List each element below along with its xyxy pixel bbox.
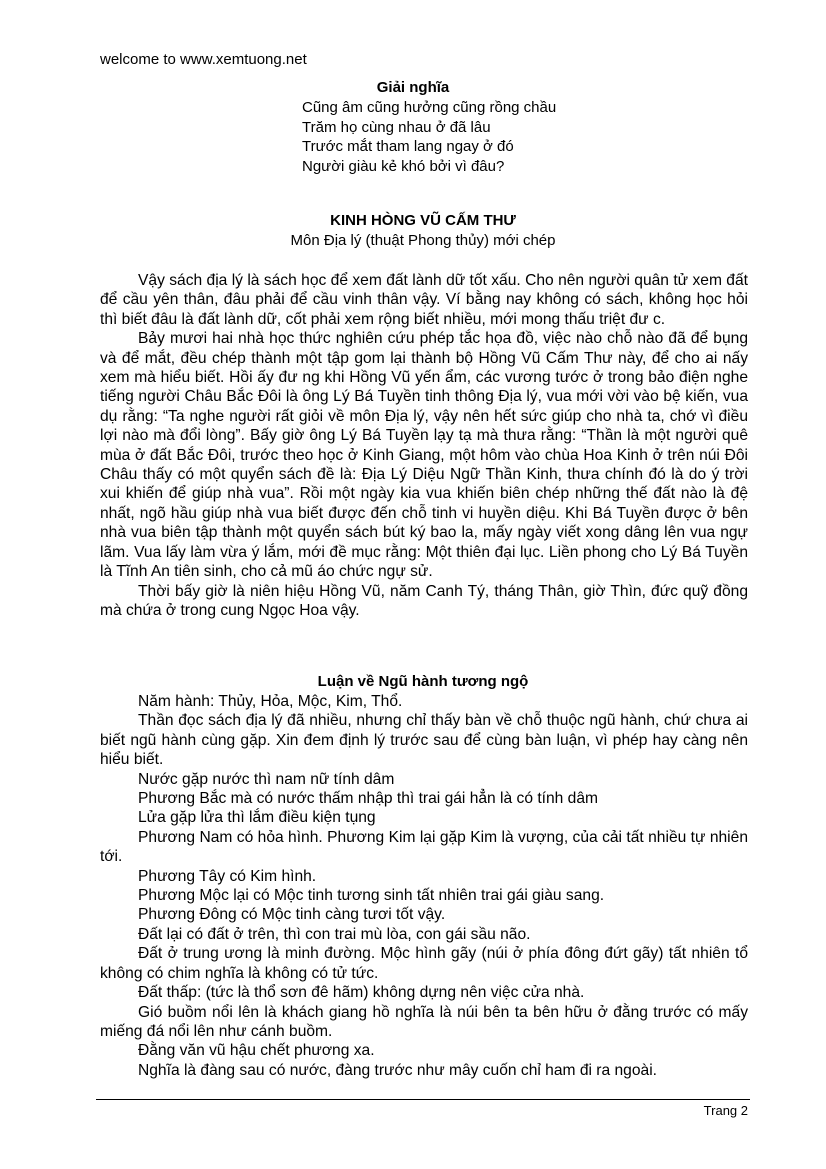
paragraph: Phương Tây có Kim hình.: [138, 867, 317, 885]
site-welcome-text: welcome to www.xemtuong.net: [100, 51, 307, 68]
footer-divider: [96, 1099, 750, 1100]
paragraph: Đất lại có đất ở trên, thì con trai mù lòa, con gái sầu não.: [138, 925, 531, 943]
paragraph: Phương Đông có Mộc tinh càng tươi tốt vậy.: [138, 906, 446, 924]
paragraph: Nghĩa là đàng sau có nước, đàng trước như mây cuốn chỉ ham đi ra ngoài.: [138, 1061, 657, 1079]
poem-verse: [302, 98, 556, 176]
paragraph: Phương Bắc mà có nước thấm nhập thì trai gái hẳn là có tính dâm: [138, 790, 599, 808]
section2-body: [100, 692, 748, 1080]
poem-line: Người giàu kẻ khó bởi vì đâu?: [302, 157, 505, 175]
section-title-kinh-hong-vu: KINH HÒNG VŨ CẤM THƯ: [330, 212, 516, 229]
paragraph: Đất thấp: (tức là thổ sơn đê hãm) không dựng nên việc cửa nhà.: [138, 984, 585, 1002]
paragraph: Lửa gặp lửa thì lắm điều kiện tụng: [138, 809, 376, 827]
poem-line: Cũng âm cũng hưởng cũng rồng chầu: [302, 99, 557, 116]
page-number: Trang 2: [703, 1103, 748, 1118]
paragraph: Thời bấy giờ là niên hiệu Hồng Vũ, năm Canh Tý, tháng Thân, giờ Thìn, đức quỹ đồng mà chứa ở trong cung Ngọc Hoa vậy.: [100, 582, 748, 619]
poem-line: Trăm họ cùng nhau ở đã lâu: [302, 118, 491, 136]
paragraph: Thần đọc sách địa lý đã nhiều, nhưng chỉ thấy bàn về chỗ thuộc ngũ hành, chứ chưa ai biết ngũ hành cùng gặp. Xin đem định lý trước sau để cùng bàn luận, vì phép hay càng nên hiểu biết.: [100, 712, 748, 769]
paragraph: Bảy mươi hai nhà học thức nghiên cứu phép tắc họa đồ, việc nào chỗ nào đã để bụng và để mắt, đều chép thành một tập gom lại thành bộ Hồng Vũ Cấm Thư này, để cho ai nấy xem mà hiểu biết. Hồi ấy đư ng khi Hồng Vũ yến ẩm, các vương tước ở trong bảo điện nghe tiếng người Châu Bắc Đôi là ông Lý Bá Tuyền tinh thông Địa lý, vua mới vời vào bệ kiến, vua dụ rằng: “Ta nghe người rất giỏi về môn Địa lý, vậy nên hết sức giúp cho nhà ta, chớ vì điều lợi nào mà đổi lòng”. Bấy giờ ông Lý Bá Tuyền lạy tạ mà thưa rằng: “Thần là một người quê mùa ở đất Bắc Đôi, trước theo học ở Kinh Giang, một hôm vào chùa Hoa Kinh ở trên núi Đôi Châu thấy có một quyển sách đề là: Địa Lý Diệu Ngữ Thần Kinh, thưa chính đó là do ý trời xui khiến để giúp nhà vua”. Rồi một ngày kia vua khiến biên chép những thế đất nào là đệ nhất, ngõ hầu giúp nhà vua biết được đến chỗ tinh vi huyền diệu. Khi Bá Tuyền được ở bên nhà vua biên tập thành một quyển sách bút ký bao la, mấy ngày viết xong dâng lên vua ngự lãm. Vua lấy làm vừa ý lắm, mới đề mục rằng: Một thiên đại lục. Liền phong cho Lý Bá Tuyền là Tĩnh An tiên sinh, cho cả mũ áo chức ngự sử.: [100, 330, 748, 581]
paragraph: Vậy sách địa lý là sách học để xem đất lành dữ tốt xấu. Cho nên người quân tử xem đất để cầu yên thân, đâu phải để cầu vinh thân vậy. Ví bằng nay không có sách, không học hỏi thì biết đâu là đất lành dữ, cốt phải xem rộng biết nhiều, mới mong thấu triệt đư c.: [100, 272, 748, 328]
section-title-ngu-hanh: Luận về Ngũ hành tương ngộ: [317, 673, 529, 690]
paragraph: Năm hành: Thủy, Hỏa, Mộc, Kim, Thổ.: [138, 693, 403, 710]
paragraph: Phương Mộc lại có Mộc tinh tương sinh tất nhiên trai gái giàu sang.: [138, 887, 605, 905]
paragraph: Phương Nam có hỏa hình. Phương Kim lại gặp Kim là vượng, của cải tất nhiều tự nhiên tới.: [100, 828, 748, 866]
section-subtitle: Môn Địa lý (thuật Phong thủy) mới chép: [290, 232, 556, 249]
paragraph: Gió buồm nổi lên là khách giang hồ nghĩa là núi bên ta bên hữu ở đằng trước có mấy miếng đá nổi lên như cánh buồm.: [100, 1003, 748, 1040]
paragraph: Đằng văn vũ hậu chết phương xa.: [138, 1042, 375, 1060]
paragraph: Nước gặp nước thì nam nữ tính dâm: [138, 770, 395, 788]
section1-body: [100, 271, 748, 620]
poem-line: Trước mắt tham lang ngay ở đó: [302, 138, 514, 155]
paragraph: Đất ở trung ương là minh đường. Mộc hình gãy (núi ở phía đông đứt gãy) tất nhiên tổ không có chim nghĩa là không có tử tức.: [100, 945, 748, 982]
poem-title: Giải nghĩa: [376, 79, 450, 96]
